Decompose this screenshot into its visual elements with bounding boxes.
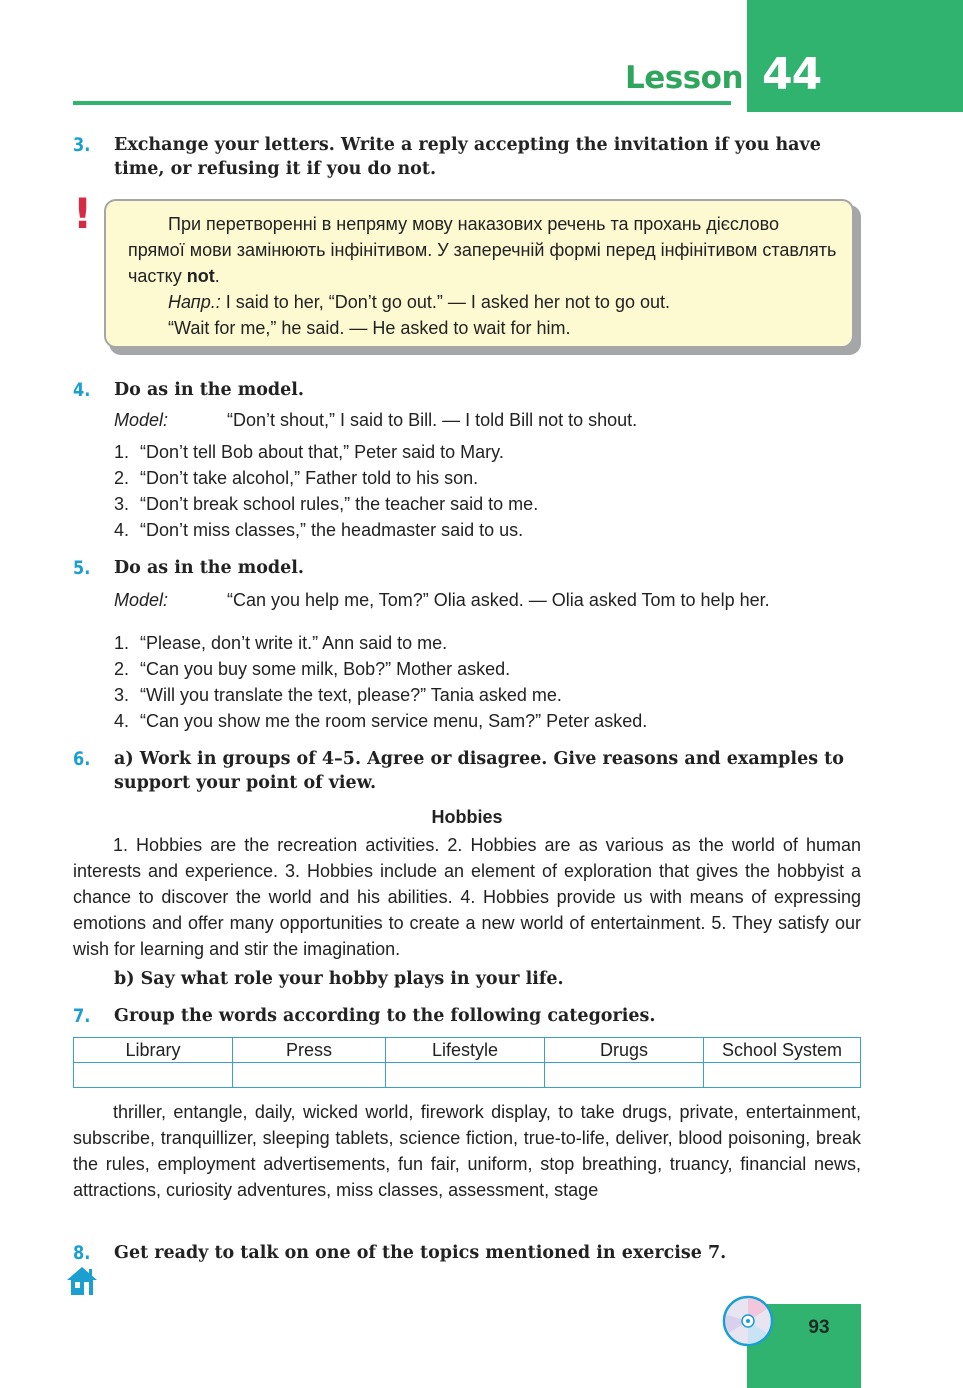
exercise-instruction: Do as in the model.: [114, 558, 305, 578]
exercise-instruction-b: b) Say what role your hobby plays in your life.: [114, 969, 564, 989]
list-item: 3. “Don’t break school rules,” the teacher said to me.: [114, 494, 539, 514]
note-example-2: “Wait for me,” he said. — He asked to wait for him.: [168, 318, 571, 338]
note-example-text: I said to her, “Don’t go out.” — I asked her not to go out.: [220, 292, 670, 312]
hobbies-title: Hobbies: [431, 807, 503, 827]
table-cell: [233, 1063, 386, 1088]
lesson-number: 44: [762, 49, 822, 100]
categories-table: [73, 1037, 861, 1088]
exercise-instruction: a) Work in groups of 4–5. Agree or disagree. Give reasons and examples to support your point of view.: [114, 749, 844, 793]
table-cell: [704, 1063, 861, 1088]
hobbies-paragraph: 1. Hobbies are the recreation activities. 2. Hobbies are as various as the world of human interests and experience. 3. Hobbies include an element of exploration that gives the hobbyist a chance to discover the world and his abilities. 4. Hobbies provide us with means of expressing emotions and offer many opportunities to create a new world of entertainment. 5. They satisfy our wish for learning and stir the imagination.: [73, 835, 861, 959]
exercise-instruction: Get ready to talk on one of the topics mentioned in exercise 7.: [114, 1243, 727, 1263]
page-number: 93: [808, 1317, 830, 1338]
home-icon: [66, 1266, 98, 1296]
exercise-number: 6.: [73, 748, 91, 770]
list-item: 1. “Please, don’t write it.” Ann said to me.: [114, 633, 448, 653]
table-header-cell: School System: [704, 1038, 861, 1063]
note-example-label: Напр.:: [168, 292, 221, 312]
lesson-title: Lesson: [625, 60, 744, 96]
exercise-list: [114, 439, 854, 543]
table-cell: [386, 1063, 545, 1088]
list-item: 4. “Don’t miss classes,” the headmaster said to us.: [114, 520, 524, 540]
exercise-number: 8.: [73, 1242, 91, 1264]
model-text: “Don’t shout,” I said to Bill. — I told Bill not to shout.: [227, 410, 638, 430]
header-divider: [73, 101, 731, 105]
list-item: 4. “Can you show me the room service menu, Sam?” Peter asked.: [114, 711, 648, 731]
model-label: Model:: [114, 410, 169, 430]
table-cell: [545, 1063, 704, 1088]
note-rule: [128, 211, 838, 289]
exercise-number: 4.: [73, 379, 91, 401]
table-header-cell: Library: [74, 1038, 233, 1063]
model-text: “Can you help me, Tom?” Olia asked. — Olia asked Tom to help her.: [227, 590, 770, 610]
exercise-number: 5.: [73, 557, 91, 579]
exclamation-icon: !: [73, 189, 93, 238]
list-item: 1. “Don’t tell Bob about that,” Peter said to Mary.: [114, 442, 504, 462]
exercise-list: [114, 630, 854, 734]
note-example-1: [128, 289, 838, 315]
note-rule-keyword: not: [186, 266, 215, 286]
cd-icon: [722, 1295, 774, 1347]
table-header-cell: Lifestyle: [386, 1038, 545, 1063]
list-item: 3. “Will you translate the text, please?” Tania asked me.: [114, 685, 562, 705]
model-label: Model:: [114, 590, 169, 610]
word-list: thriller, entangle, daily, wicked world, firework display, to take drugs, private, entertainment, subscribe, tranquillizer, sleeping tablets, science fiction, true-to-life, deliver, blood poisoning, break the rules, employment advertisements, fun fair, uniform, stop breathing, truancy, financial news, attractions, curiosity adventures, miss classes, assessment, stage: [73, 1102, 861, 1200]
exercise-instruction: Exchange your letters. Write a reply accepting the invitation if you have time, or refusing it if you do not.: [114, 135, 821, 179]
table-header-cell: Drugs: [545, 1038, 704, 1063]
grammar-note-text: [128, 211, 838, 341]
exercise-number: 3.: [73, 134, 91, 156]
table-row: [74, 1063, 861, 1088]
table-cell: [74, 1063, 233, 1088]
table-header-row: [74, 1038, 861, 1063]
exercise-number: 7.: [73, 1005, 91, 1027]
exercise-instruction: Group the words according to the following categories.: [114, 1006, 656, 1026]
note-rule-text: При перетворенні в непряму мову наказових речень та прохань дієслово прямої мови замінюють інфінітивом. У заперечній формі перед інфінітивом ставлять частку: [128, 214, 837, 286]
list-item: 2. “Don’t take alcohol,” Father told to his son.: [114, 468, 479, 488]
table-header-cell: Press: [233, 1038, 386, 1063]
exercise-instruction: Do as in the model.: [114, 380, 305, 400]
note-rule-end: .: [214, 266, 220, 286]
list-item: 2. “Can you buy some milk, Bob?” Mother asked.: [114, 659, 511, 679]
